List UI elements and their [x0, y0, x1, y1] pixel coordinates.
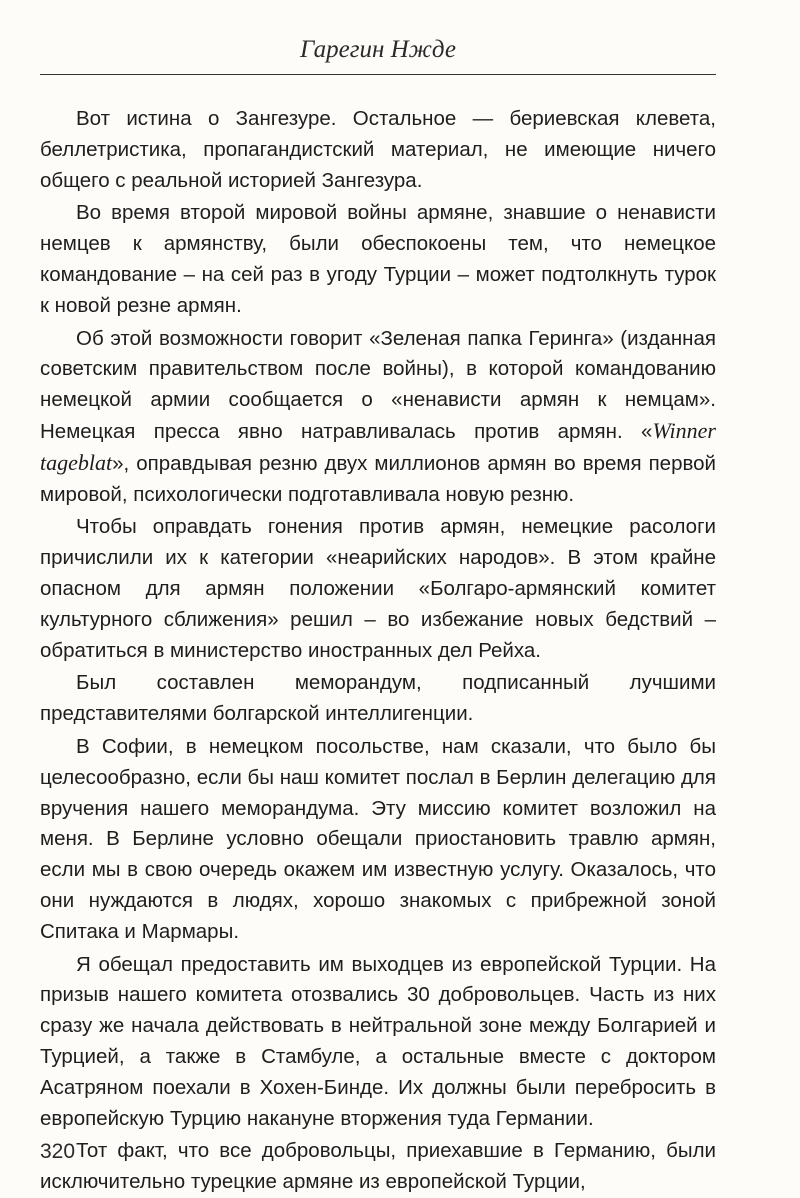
- running-head: Гарегин Нжде: [300, 36, 456, 63]
- paragraph: Тот факт, что все добровольцы, приехавшие в Германию, были исключительно турецкие армяне из европейской Турции,: [40, 1139, 716, 1194]
- paragraph: [40, 324, 716, 511]
- paragraph: Я обещал предоставить им выходцев из европейской Турции. На призыв нашего комитета отозвались 30 добровольцев. Часть из них сразу же начала действовать в нейтральной зоне между Болгарией и Турцией, а также в Стамбуле, а остальные вместе с доктором Асатряном поехали в Хохен-Бинде. Их должны были перебросить в европейскую Турцию накануне вторжения туда Германии.: [40, 952, 716, 1130]
- paragraph: Чтобы оправдать гонения против армян, немецкие расологи причислили их к категории «неарийских народов». В этом крайне опасном для армян положении «Болгаро-армянский комитет культурного сближения» решил – во избежание новых бедствий – обратиться в министерство иностранных дел Рейха.: [40, 515, 716, 662]
- paragraph-text-continued: », оправдывая резню двух миллионов армян во время первой мировой, психологически подготавливала новую резню.: [40, 451, 716, 506]
- body-text: [40, 104, 716, 1198]
- paragraph: Во время второй мировой войны армяне, знавшие о ненависти немцев к армянству, были обеспокоены тем, что немецкое командование – на сей раз в угоду Турции – может подтолкнуть турок к новой резне армян.: [40, 201, 716, 317]
- newspaper-title: Winner tageblat: [40, 417, 716, 475]
- paragraph: Вот истина о Зангезуре. Остальное — бериевская клевета, беллетристика, пропагандистский материал, не имеющие ничего общего с реальной историей Зангезура.: [40, 107, 716, 192]
- paragraph-text: Об этой возможности говорит «Зеленая папка Геринга» (изданная советским правительством после войны), в которой командованию немецкой армии сообщается о «ненависти армян к немцам». Немецкая пресса явно натравливалась против армян. «: [40, 326, 716, 443]
- header-rule: [40, 74, 716, 75]
- page-number: 320: [40, 1140, 76, 1163]
- paragraph: В Софии, в немецком посольстве, нам сказали, что было бы целесообразно, если бы наш комитет послал в Берлин делегацию для вручения нашего меморандума. Эту миссию комитет возложил на меня. В Берлине условно обещали приостановить травлю армян, если мы в свою очередь окажем им известную услугу. Оказалось, что они нуждаются в людях, хорошо знакомых с прибрежной зоной Спитака и Мармары.: [40, 734, 716, 943]
- paragraph: Был составлен меморандум, подписанный лучшими представителями болгарской интеллигенции.: [40, 671, 716, 726]
